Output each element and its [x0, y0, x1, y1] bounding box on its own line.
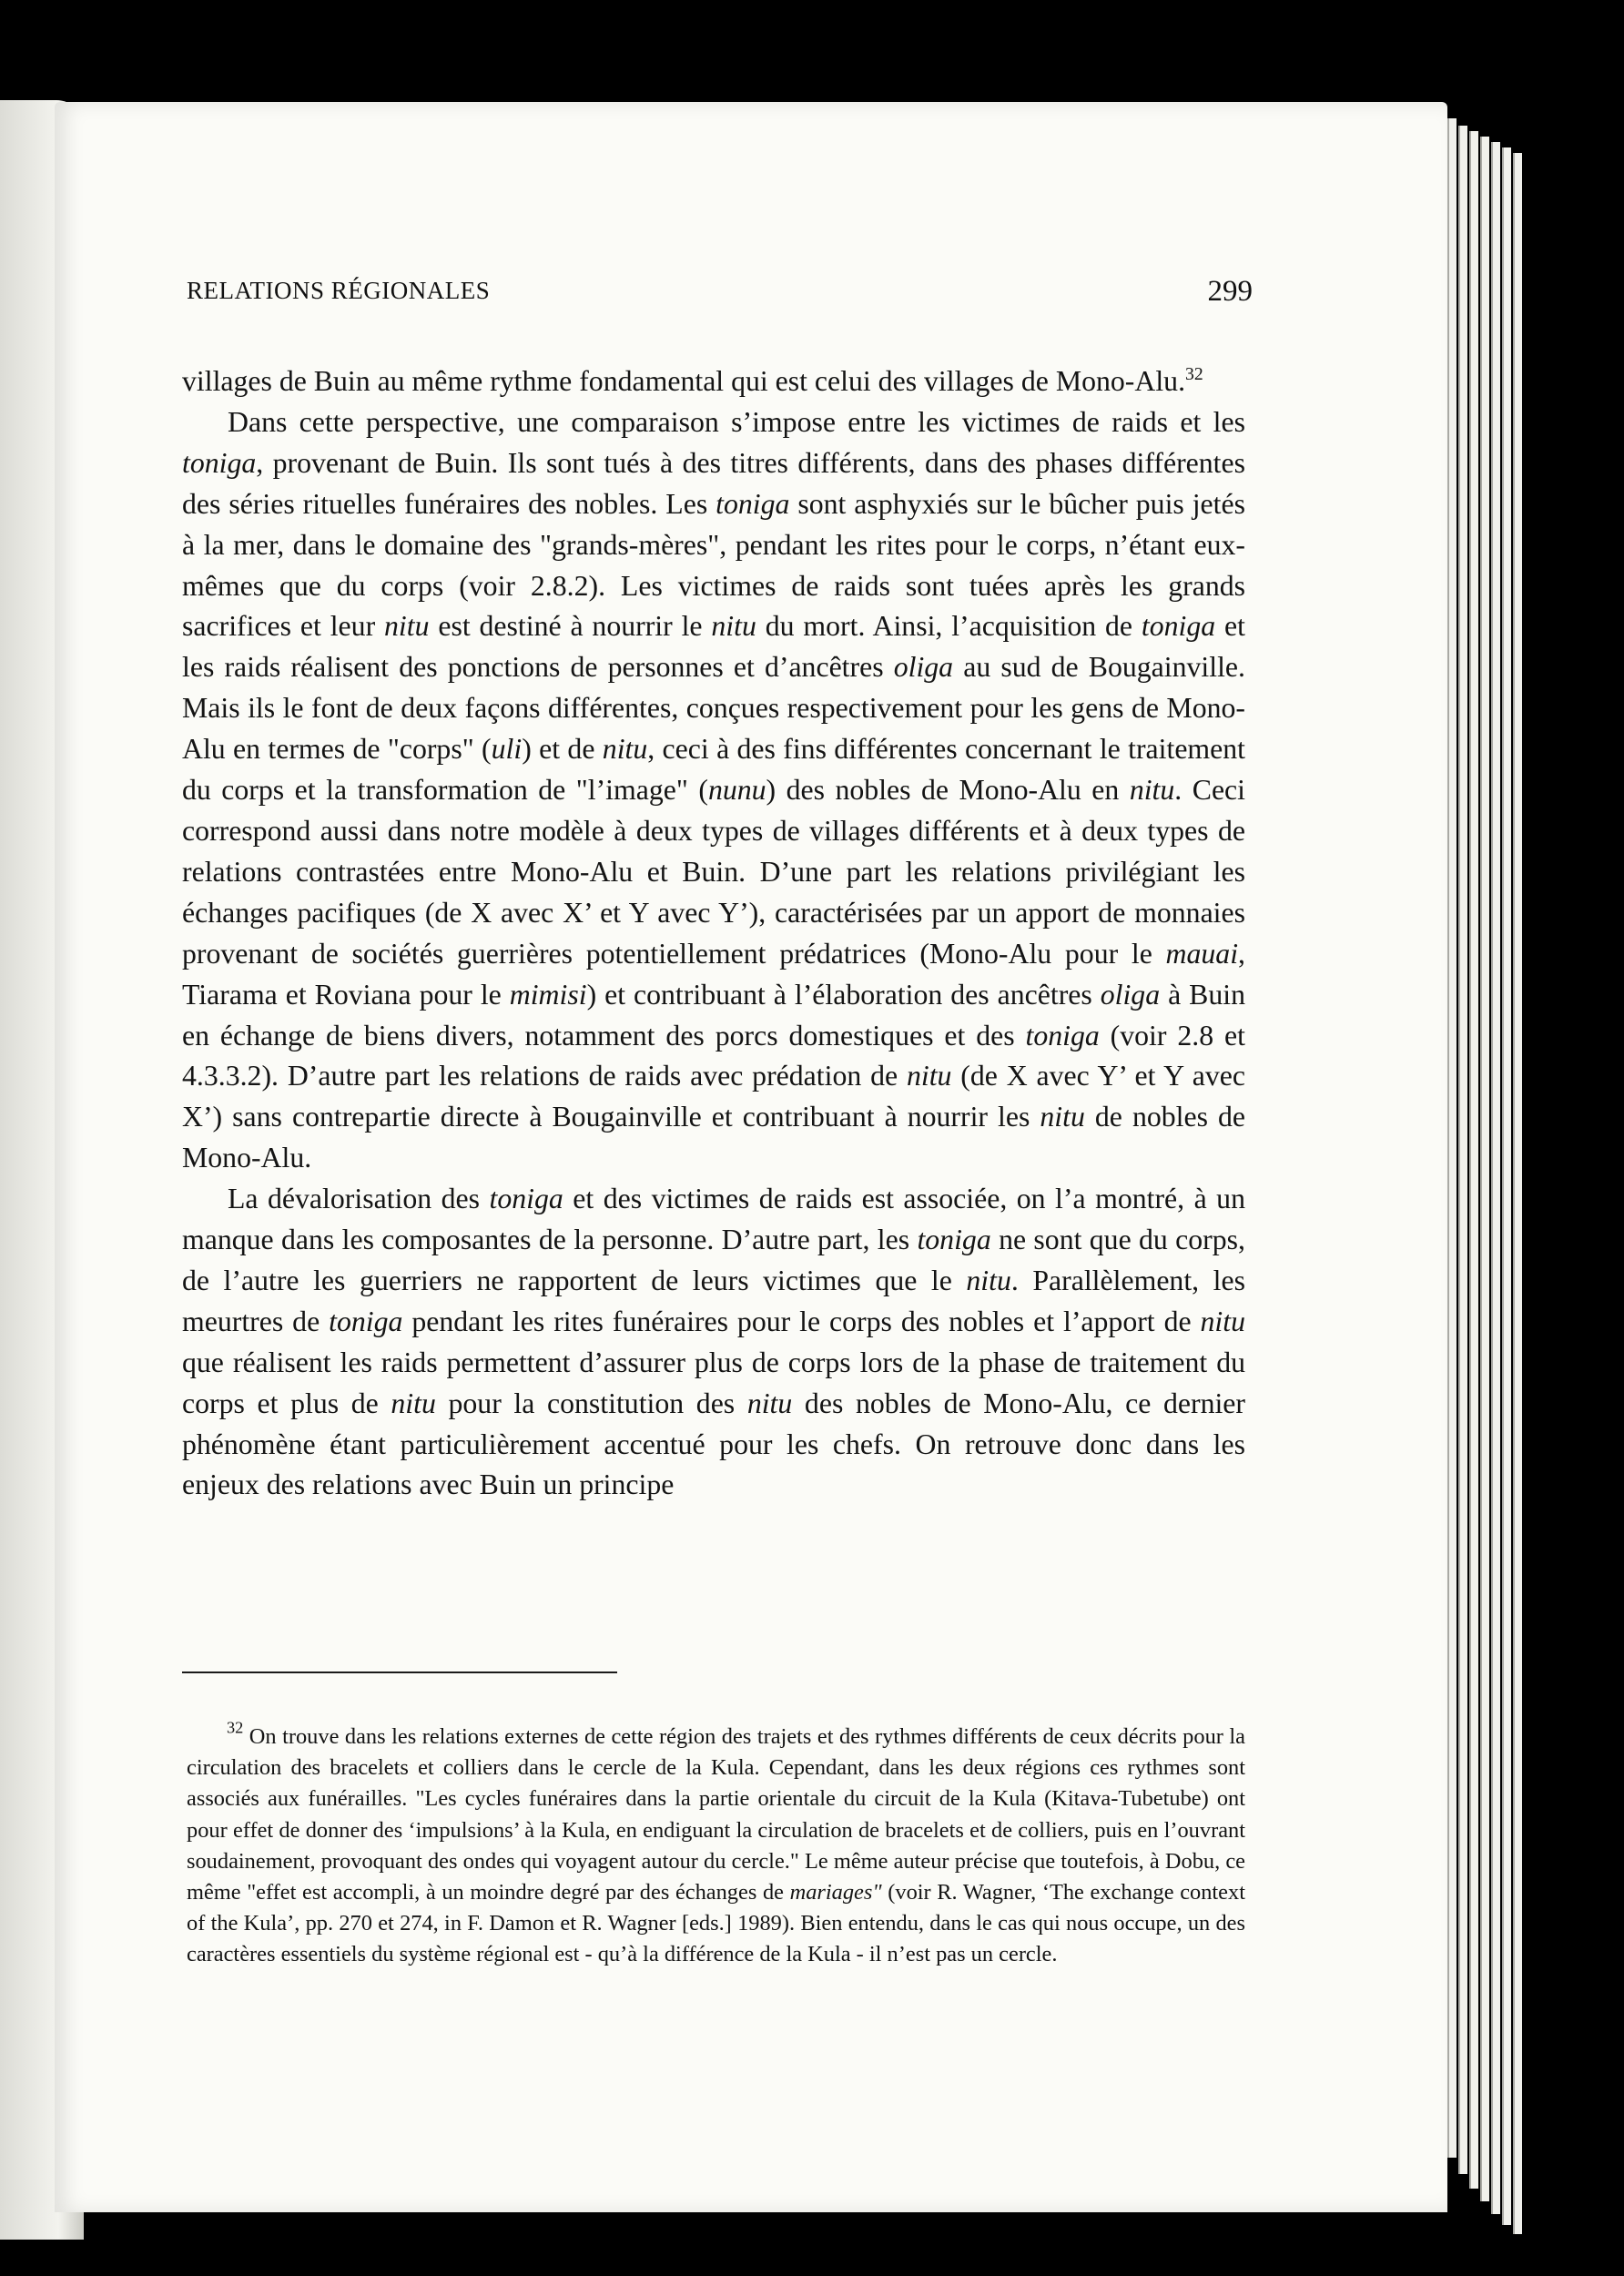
paragraph-2: Dans cette perspective, une comparaison s’impose entre les victimes de raids et les toniga, provenant de Buin. Ils sont tués à des titres différents, dans des phases différentes des séries rituelles funéraires des nobles. Les toniga sont asphyxiés sur le bûcher puis jetés à la mer, dans le domaine des "grands-mères", pendant les rites pour le corps, n’étant eux-mêmes que du corps (voir 2.8.2). Les victimes de raids sont tuées après les grands sacrifices et leur nitu est destiné à nourrir le nitu du mort. Ainsi, l’acquisition de toniga et les raids réalisent des ponctions de personnes et d’ancêtres oliga au sud de Bougainville. Mais ils le font de deux façons différentes, conçues respectivement pour les gens de Mono-Alu en termes de "corps" (uli) et de nitu, ceci à des fins différentes concernant le traitement du corps et la transformation de "l’image" (nunu) des nobles de Mono-Alu en nitu. Ceci correspond aussi dans notre modèle à deux types de villages différents et à deux types de relations contrastées entre Mono-Alu et Buin. D’une part les relations privilégiant les échanges pacifiques (de X avec X’ et Y avec Y’), caractérisées par un apport de monnaies provenant de sociétés guerrières potentiellement prédatrices (Mono-Alu pour le mauai, Tiarama et Roviana pour le mimisi) et contribuant à l’élaboration des ancêtres oliga à Buin en échange de biens divers, notamment des porcs domestiques et des toniga (voir 2.8 et 4.3.3.2). D’autre part les relations de raids avec prédation de nitu (de X avec Y’ et Y avec X’) sans contrepartie directe à Bougainville et contribuant à nourrir les nitu de nobles de Mono-Alu. [182, 405, 1246, 1174]
footnote-number: 32 [227, 1718, 244, 1737]
page-stack-edge [1458, 126, 1467, 2174]
page-stack-edge [1513, 153, 1522, 2234]
page-stack-edge [1502, 147, 1511, 2225]
paragraph-1: villages de Buin au même rythme fondamental qui est celui des villages de Mono-Alu.$^{32}$ [182, 363, 1203, 397]
page-stack-edge [1469, 131, 1478, 2189]
footnote-32: $^{32}$ On trouve dans les relations externes de cette région des trajets et des rythmes différents de ceux décrits pour la circulation des bracelets et colliers dans le cercle de la Kula. Cependant, dans les deux régions ces rythmes sont associés aux funérailles. "Les cycles funéraires dans la partie orientale du circuit de la Kula (Kitava-Tubetube) ont pour effet de donner des ‘impulsions’ à la Kula, en endiguant la circulation de bracelets et de colliers, puis en l’ouvrant soudainement, provoquant des ondes qui voyagent autour du cercle." Le même auteur précise que toutefois, à Dobu, ce même "effet est accompli, à un moindre degré par des échanges de mariages" (voir R. Wagner, ‘The exchange context of the Kula’, pp. 270 et 274, in F. Damon et R. Wagner [eds.] 1989). Bien entendu, dans le cas qui nous occupe, un des caractères essentiels du système régional est - qu’à la différence de la Kula - il n’est pas un cercle. [187, 1718, 1245, 1967]
page-stack-edge [1480, 137, 1489, 2201]
footnote-rule [182, 1671, 617, 1673]
body-text [182, 361, 1245, 1506]
paragraph-3: La dévalorisation des toniga et des victimes de raids est associée, on l’a montré, à un manque dans les composantes de la personne. D’autre part, les toniga ne sont que du corps, de l’autre les guerriers ne rapportent de leurs victimes que le nitu. Parallèlement, les meurtres de toniga pendant les rites funéraires pour le corps des nobles et l’apport de nitu que réalisent les raids permettent d’assurer plus de corps lors de la phase de traitement du corps et plus de nitu pour la constitution des nitu des nobles de Mono-Alu, ce dernier phénomène étant particulièrement accentué pour les chefs. On retrouve donc dans les enjeux des relations avec Buin un principe [182, 1183, 1245, 1501]
page-stack-edge [1491, 142, 1500, 2214]
footnote-reference: 32 [1185, 363, 1203, 384]
running-title: RELATIONS RÉGIONALES [187, 277, 491, 304]
page-stack-edge [1447, 118, 1457, 2158]
page-number: 299 [1207, 275, 1253, 308]
